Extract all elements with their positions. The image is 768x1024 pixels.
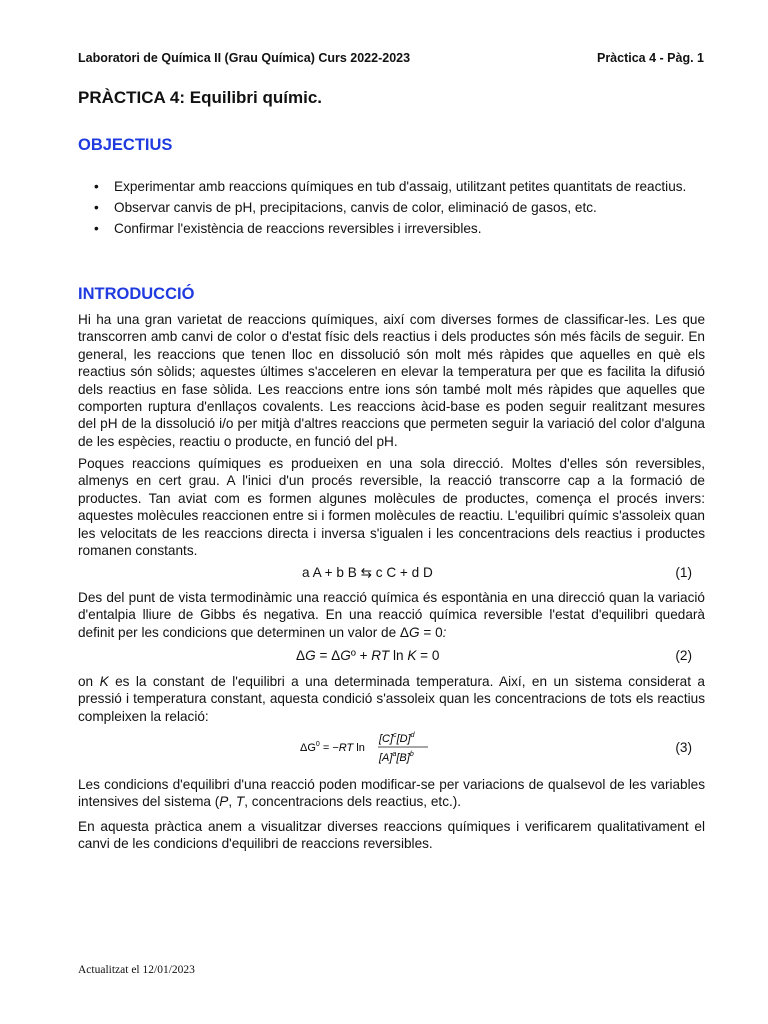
intro-paragraph-5: Les condicions d'equilibri d'una reacció poden modificar-se per variacions de qualsevol de les variables intensives del sistema (P, T, concentracions dels reactius, etc.).: [78, 777, 705, 810]
equation-1: a A + b B ⇆ c C + d D: [302, 565, 433, 580]
list-item: • Experimentar amb reaccions químiques en tub d'assaig, utilitzant petites quantitats de reactius.: [78, 176, 718, 197]
footer-updated-date: Actualitzat el 12/01/2023: [78, 964, 195, 976]
equation-1-number: (1): [675, 565, 692, 580]
list-item: • Confirmar l'existència de reaccions reversibles i irreversibles.: [78, 218, 718, 239]
equation-3: [298, 726, 448, 766]
introduction-heading: INTRODUCCIÓ: [78, 285, 195, 303]
equation-2-number: (2): [675, 648, 692, 663]
header-course: Laboratori de Química II (Grau Química) Curs 2022-2023: [78, 51, 411, 65]
intro-paragraph-1: Hi ha una gran varietat de reaccions químiques, així com diverses formes de classificar-les. Les que transcorren amb canvi de color o d'estat físic dels reactius i dels productes són més fàcils de seguir. En general, les reaccions que tenen lloc en dissolució són molt més ràpides que aquelles en què els reactius són sòlids; aquestes últimes s'acceleren en elevar la temperatura per que es facilita la difusió dels reactius en fase sòlida. Les reaccions entre ions són també molt més ràpides que aquelles que comporten ruptura d'enllaços covalents. Les reaccions àcid-base es poden seguir realitzant mesures del pH de la dissolució i/o per mitjà d'altres reaccions que permeten seguir la variació del color d'alguna de les espècies, reactiu o producte, en funció del pH.: [78, 312, 705, 449]
intro-paragraph-2: Poques reaccions químiques es produeixen en una sola direcció. Moltes d'elles són reversibles, almenys en cert grau. A l'inici d'un procés reversible, la reacció transcorre cap a la formació de productes. Tan aviat com es formen algunes molècules de productes, comença el procés invers: aquestes molècules reaccionen entre si i formen molècules de reactiu. L'equilibri químic s'assoleix quan les velocitats de les reaccions directa i inversa s'igualen i les concentracions dels reactius i productes romanen constants.: [78, 456, 705, 559]
objectives-list: [78, 176, 718, 239]
intro-paragraph-4: on K es la constant de l'equilibri a una determinada temperatura. Així, en un sistema considerat a pressió i temperatura constant, aquesta condició s'assoleix quan les concentracions de tots els reactius compleixen la relació:: [78, 674, 705, 724]
header-page-number: Pràctica 4 - Pàg. 1: [596, 51, 704, 65]
eq3-denominator: $[A]^a[B]^b$: [379, 751, 414, 764]
list-item: • Observar canvis de pH, precipitacions, canvis de color, eliminació de gasos, etc.: [78, 197, 718, 218]
intro-paragraph-3: Des del punt de vista termodinàmic una reacció química és espontània en una direcció quan la variació d'entalpia lliure de Gibbs és negativa. En una reacció química reversible l'estat d'equilibri quedarà definit per les condicions que determinen un valor de ΔG = 0:: [78, 590, 705, 640]
eq3-numerator: $[C]^c[D]^d$: [379, 732, 415, 745]
eq3-lhs: $\Delta G^0 = -RT$ ln: [300, 741, 365, 754]
equation-3-number: (3): [675, 740, 692, 755]
page-title: PRÀCTICA 4: Equilibri químic.: [78, 88, 322, 107]
objectives-heading: OBJECTIUS: [78, 136, 173, 154]
intro-paragraph-6: En aquesta pràctica anem a visualitzar diverses reaccions químiques i verificarem qualitativament el canvi de les condicions d'equilibri de reaccions reversibles.: [78, 819, 705, 852]
equation-2: ΔG = ΔGº + RT ln K = 0: [296, 648, 440, 663]
